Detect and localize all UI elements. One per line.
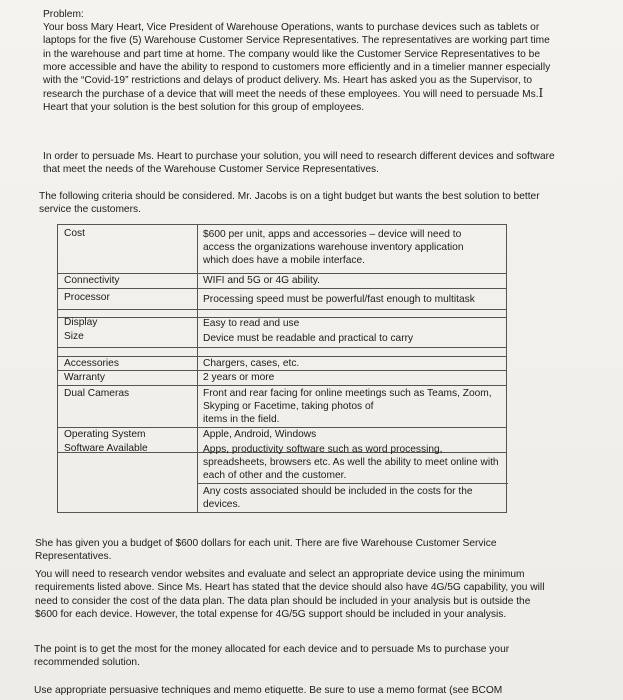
criteria-detail: $600 per unit, apps and accessories – device will need to access the organizations warehouse inventory application which does have a mobile interface.	[203, 229, 464, 266]
criteria-detail: 2 years or more	[203, 372, 275, 383]
criteria-detail: Device must be readable and practical to carry	[203, 333, 414, 344]
criteria-label: Accessories	[64, 358, 119, 369]
criteria-label: Size	[64, 331, 84, 342]
criteria-label: Display	[64, 317, 98, 328]
criteria-label: Processor	[64, 292, 110, 303]
criteria-detail: Apps, productivity software such as word processing, spreadsheets, browsers etc. As well the ability to meet online with each of other and the customer.	[203, 444, 499, 481]
criteria-detail: Easy to read and use	[203, 318, 300, 329]
criteria-label: Software Available	[64, 443, 148, 454]
budget-paragraph: She has given you a budget of $600 dollars for each unit. There are five Warehouse Customer Service Representatives.	[35, 538, 497, 562]
text-cursor-icon: I	[538, 86, 544, 101]
problem-heading: Problem:	[43, 9, 84, 20]
intro-paragraph: Problem: Your boss Mary Heart, Vice President of Warehouse Operations, wants to purchase devices such as tablets or laptops for the five (5) Warehouse Customer Service Representatives. The representatives are working part time in the warehouse and part time at home. The company would like the Customer Service Representatives to be more accessible and have the ability to respond to customers more efficiently and in a timelier manner especially with the “Covid-19” restrictions and delays of product delivery. Ms. Heart has asked you as the Supervisor, to research the purchase of a device that will meet the needs of these employees. You will need to persuade Ms.I Heart that your solution is the best solution for this group of employees.	[43, 9, 551, 114]
criteria-label: Dual Cameras	[64, 388, 130, 399]
table-rule	[58, 347, 506, 348]
table-rule	[58, 309, 506, 310]
criteria-label: Cost	[64, 228, 85, 239]
research-instructions-paragraph: You will need to research vendor websites and evaluate and select an appropriate device using the minimum requirements listed above. Since Ms. Heart has stated that the device should also have 4G/5G capability, you will need to consider the cost of the data plan. The data plan should be included in your analysis but is outside the $600 for each device. However, the total expense for 4G/5G support should be included in your analysis.	[35, 569, 545, 621]
table-rule	[58, 288, 506, 289]
criteria-table	[57, 224, 507, 513]
criteria-detail: Chargers, cases, etc.	[203, 358, 300, 369]
goal-paragraph: The point is to get the most for the money allocated for each device and to persuade Ms to purchase your recommended solution.	[34, 644, 510, 668]
criteria-label: Warranty	[64, 372, 105, 383]
criteria-detail: WIFI and 5G or 4G ability.	[203, 275, 321, 286]
criteria-detail: Apple, Android, Windows	[203, 429, 317, 440]
memo-format-paragraph: Use appropriate persuasive techniques and memo etiquette. Be sure to use a memo format (see BCOM	[34, 685, 503, 696]
table-rule	[197, 483, 508, 484]
criteria-intro-paragraph: The following criteria should be considered. Mr. Jacobs is on a tight budget but wants the best solution to better service the customers.	[39, 191, 540, 215]
criteria-detail: Processing speed must be powerful/fast enough to multitask	[203, 294, 475, 305]
table-divider	[197, 225, 198, 512]
research-paragraph: In order to persuade Ms. Heart to purchase your solution, you will need to research different devices and software that meet the needs of the Warehouse Customer Service Representatives.	[43, 151, 555, 175]
criteria-label: Connectivity	[64, 275, 120, 286]
criteria-detail: Any costs associated should be included in the costs for the devices.	[203, 486, 473, 510]
criteria-detail: Front and rear facing for online meetings such as Teams, Zoom, Skyping or Facetime, taking photos of items in the field.	[203, 388, 492, 425]
criteria-label: Operating System	[64, 429, 146, 440]
table-rule	[58, 385, 506, 386]
